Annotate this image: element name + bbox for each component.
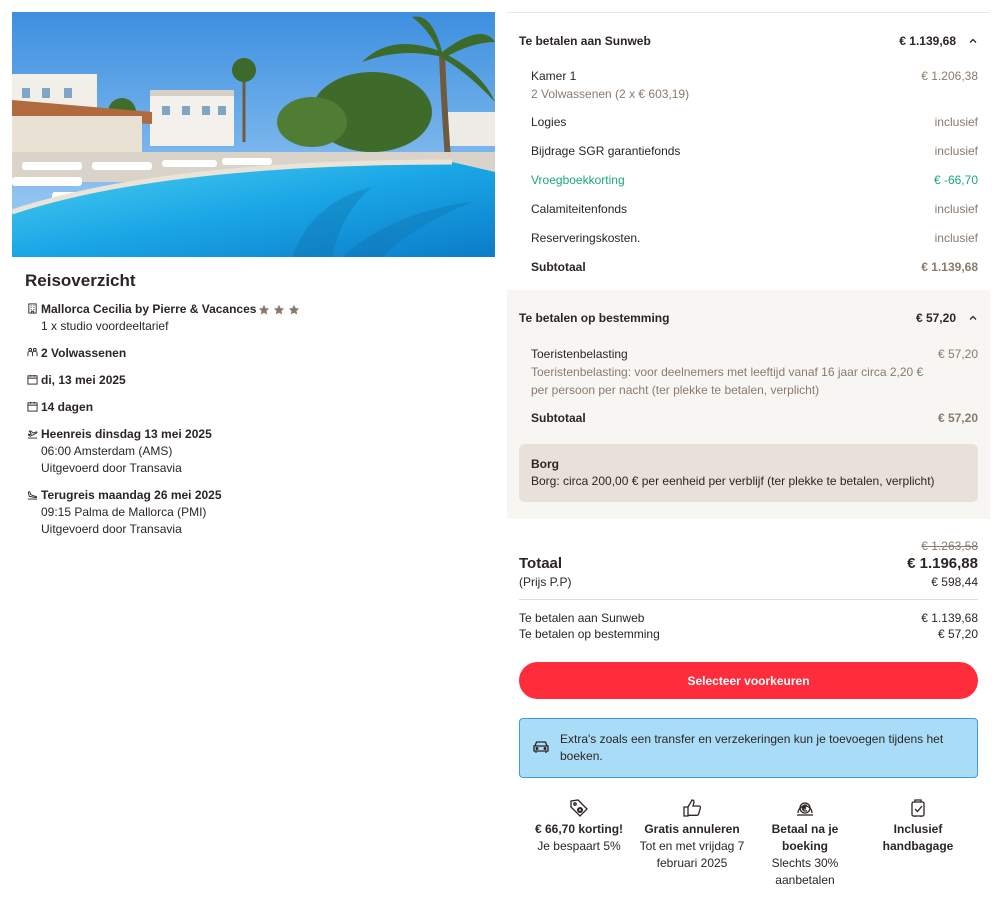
usp-payment (751, 797, 859, 889)
sunweb-section-header[interactable] (507, 12, 990, 68)
old-total-price: € 1.263,58 (921, 539, 978, 553)
sunweb-subtotal-line (531, 258, 978, 276)
hotel-name[interactable]: Mallorca Cecilia by Pierre & Vacances (41, 302, 257, 316)
outbound-time-place: 06:00 Amsterdam (AMS) (41, 444, 173, 458)
return-carrier: Uitgevoerd door Transavia (41, 522, 182, 536)
sgr-line (531, 142, 978, 160)
room-line (531, 67, 978, 103)
hotel-stars (258, 304, 300, 316)
extras-info-text: Extra's zoals een transfer en verzekeringen kun je toevoegen tijdens het boeken. (560, 732, 944, 763)
tax-amount: € 57,20 (937, 347, 978, 361)
usp-cancellation-text: Tot en met vrijdag 7 februari 2025 (639, 839, 745, 870)
duration-row (25, 399, 482, 416)
sunweb-lines (507, 67, 990, 276)
usp-luggage-title: Inclusief handbagage (882, 822, 954, 853)
reservation-label: Reserveringskosten. (531, 231, 641, 245)
trip-overview-panel (12, 12, 495, 548)
discount-tag-icon (568, 797, 590, 819)
tax-description: Toeristenbelasting: voor deelnemers met leeftijd vanaf 16 jaar circa 2,20 € per persoon per nacht (ter plekke te betalen, verplicht) (531, 365, 924, 397)
discount-label: Vroegboekkorting (531, 173, 625, 187)
discount-value: € -66,70 (933, 173, 978, 187)
deposit-box (519, 444, 978, 502)
hotel-pool-photo (12, 12, 495, 257)
destination-header-amount: € 57,20 (915, 311, 956, 325)
chevron-up-icon[interactable] (968, 313, 978, 323)
tax-label: Toeristenbelasting (531, 347, 628, 361)
reservation-value: inclusief (934, 231, 978, 245)
totals-block (507, 539, 990, 642)
logies-label: Logies (531, 115, 567, 129)
sunweb-header-label: Te betalen aan Sunweb (519, 33, 651, 48)
sgr-value: inclusief (934, 144, 978, 158)
thumbs-up-icon (681, 797, 703, 819)
usp-cancellation-title: Gratis annuleren (644, 822, 740, 836)
room-amount: € 1.206,38 (921, 69, 978, 83)
usp-luggage (864, 797, 972, 889)
extras-info-box (519, 718, 978, 778)
price-panel (507, 12, 990, 889)
star-icon (273, 304, 285, 316)
total-label: Totaal (519, 555, 563, 572)
reservation-line (531, 229, 978, 247)
trip-duration: 14 dagen (41, 400, 94, 414)
outbound-carrier: Uitgevoerd door Transavia (41, 461, 182, 475)
travelers: 2 Volwassenen (41, 346, 127, 360)
tax-line (531, 345, 978, 399)
pay-destination-row (519, 626, 978, 642)
plane-takeoff-icon (25, 426, 39, 440)
usp-discount-title: € 66,70 korting! (534, 822, 624, 836)
destination-lines (507, 345, 990, 427)
discount-line (531, 171, 978, 189)
sunweb-subtotal-value: € 1.139,68 (921, 260, 978, 274)
star-icon (258, 304, 270, 316)
calendar-icon (25, 399, 39, 413)
room-label: Kamer 1 (531, 69, 577, 83)
destination-subtotal-label: Subtotaal (531, 411, 586, 425)
outbound-flight-row (25, 426, 482, 477)
destination-section (507, 290, 990, 519)
chevron-up-icon[interactable] (968, 36, 978, 46)
sunweb-subtotal-label: Subtotaal (531, 260, 586, 274)
sunweb-header-amount: € 1.139,68 (899, 33, 956, 48)
return-title: Terugreis maandag 26 mei 2025 (41, 488, 222, 502)
calamity-line (531, 200, 978, 218)
return-flight-row (25, 487, 482, 538)
logies-line (531, 113, 978, 131)
destination-subtotal-line (531, 409, 978, 427)
per-person-row (519, 575, 978, 600)
sgr-label: Bijdrage SGR garantiefonds (531, 144, 681, 158)
luggage-check-icon (907, 797, 929, 819)
return-time-place: 09:15 Palma de Mallorca (PMI) (41, 505, 207, 519)
usp-payment-title: Betaal na je boeking (771, 822, 839, 853)
plane-landing-icon (25, 487, 39, 501)
pay-sunweb-label: Te betalen aan Sunweb (519, 611, 645, 625)
total-row (519, 555, 978, 572)
calendar-icon (25, 372, 39, 386)
destination-subtotal-value: € 57,20 (937, 411, 978, 425)
pay-sunweb-amount: € 1.139,68 (921, 611, 978, 625)
pay-sunweb-row (519, 610, 978, 626)
logies-value: inclusief (934, 115, 978, 129)
hotel-row (25, 301, 482, 335)
departure-date: di, 13 mei 2025 (41, 373, 126, 387)
select-preferences-button[interactable]: Selecteer voorkeuren (519, 662, 978, 699)
calamity-value: inclusief (934, 202, 978, 216)
people-icon (25, 345, 39, 359)
payment-split (519, 600, 978, 642)
total-amount: € 1.196,88 (907, 555, 978, 572)
deposit-text: Borg: circa 200,00 € per eenheid per verblijf (ter plekke te betalen, verplicht) (531, 474, 935, 488)
pay-destination-amount: € 57,20 (937, 627, 978, 641)
destination-section-header[interactable] (507, 290, 990, 346)
destination-header-label: Te betalen op bestemming (519, 311, 670, 325)
pay-destination-label: Te betalen op bestemming (519, 627, 660, 641)
euro-coin-icon (794, 797, 816, 819)
per-person-label: (Prijs P.P) (519, 575, 572, 589)
overview-title: Reisoverzicht (25, 271, 136, 290)
travelers-row (25, 345, 482, 362)
date-row (25, 372, 482, 389)
car-icon (532, 738, 550, 756)
outbound-title: Heenreis dinsdag 13 mei 2025 (41, 427, 212, 441)
room-sub: 2 Volwassenen (2 x € 603,19) (531, 87, 690, 101)
building-icon (25, 301, 39, 315)
per-person-amount: € 598,44 (931, 575, 978, 589)
deposit-title: Borg (531, 457, 559, 471)
calamity-label: Calamiteitenfonds (531, 202, 628, 216)
usp-discount (525, 797, 633, 889)
usp-discount-text: Je bespaart 5% (537, 839, 621, 853)
usp-row (519, 797, 978, 889)
room-type: 1 x studio voordeeltarief (41, 319, 169, 333)
usp-payment-text: Slechts 30% aanbetalen (771, 856, 839, 887)
star-icon (288, 304, 300, 316)
usp-cancellation (638, 797, 746, 889)
